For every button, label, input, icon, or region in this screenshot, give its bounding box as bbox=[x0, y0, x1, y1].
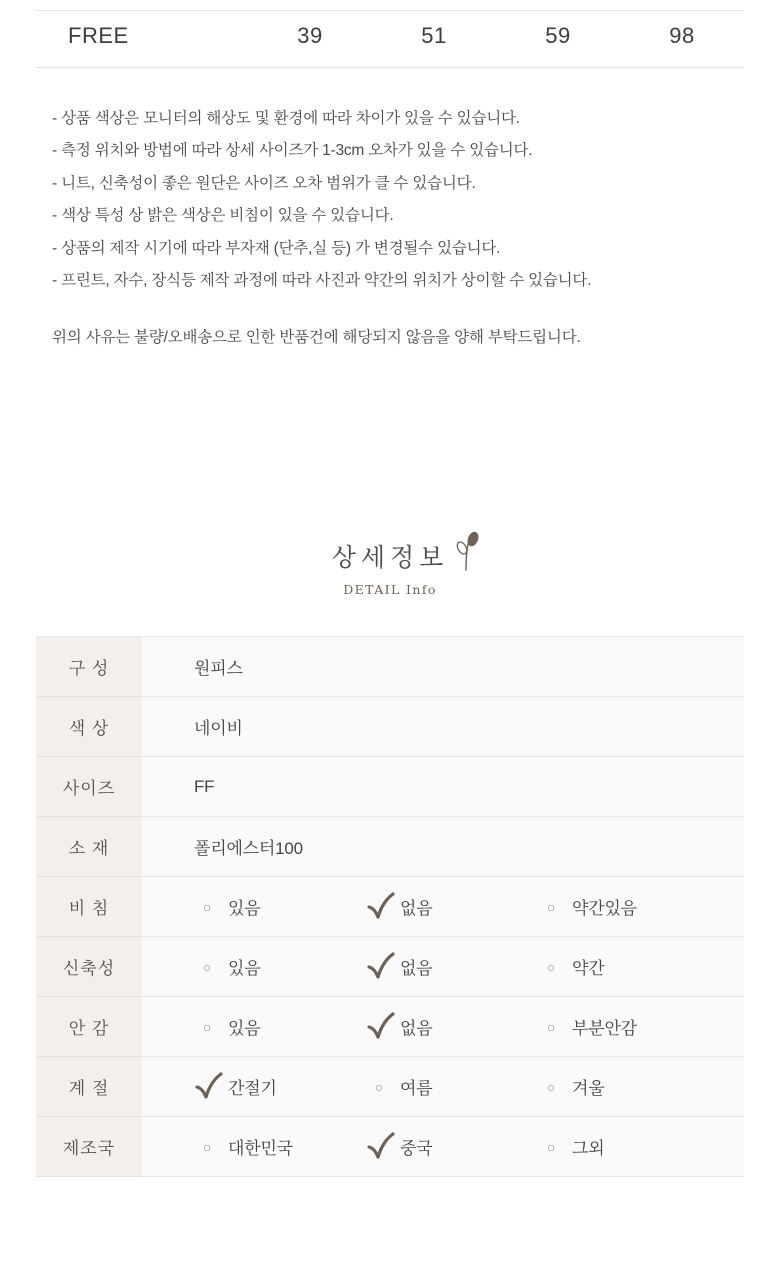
spec-option-group bbox=[194, 1134, 743, 1159]
spec-option[interactable] bbox=[194, 954, 366, 979]
check-icon bbox=[364, 1131, 396, 1163]
spec-row-value bbox=[142, 997, 744, 1057]
check-icon bbox=[364, 891, 396, 923]
spec-option-label: 약간있음 bbox=[572, 899, 637, 918]
size-cell-2: 51 bbox=[372, 11, 496, 68]
spec-option[interactable] bbox=[194, 1074, 366, 1099]
option-circle-icon: ○ bbox=[202, 1018, 212, 1035]
spec-row bbox=[36, 697, 744, 757]
spec-option[interactable] bbox=[538, 894, 710, 919]
size-cell-4: 98 bbox=[620, 11, 744, 68]
check-icon bbox=[364, 951, 396, 983]
notice-line: - 상품 색상은 모니터의 해상도 및 환경에 따라 차이가 있을 수 있습니다. bbox=[52, 110, 520, 127]
notice-line: - 상품의 제작 시기에 따라 부자재 (단추,실 등) 가 변경될수 있습니다. bbox=[52, 239, 501, 257]
spec-row-label: 색 상 bbox=[36, 697, 142, 757]
spec-row-label: 사이즈 bbox=[36, 757, 142, 817]
spec-option[interactable] bbox=[366, 894, 538, 919]
notice-line: - 측정 위치와 방법에 따라 상세 사이즈가 1-3cm 오차가 있을 수 있습니다. bbox=[52, 142, 533, 160]
spec-option[interactable] bbox=[538, 954, 710, 979]
spec-row-value: 네이비 bbox=[142, 697, 744, 757]
spec-row-label: 계 절 bbox=[36, 1057, 142, 1117]
spec-row-value bbox=[142, 1117, 744, 1177]
spec-option-label: 있음 bbox=[228, 899, 261, 918]
option-circle-icon: ○ bbox=[546, 1018, 556, 1035]
option-circle-icon: ○ bbox=[546, 958, 556, 975]
notice-line: - 색상 특성 상 밝은 색상은 비침이 있을 수 있습니다. bbox=[52, 207, 394, 225]
spec-option[interactable] bbox=[538, 1134, 710, 1159]
spec-table bbox=[36, 636, 744, 1177]
spec-option-group bbox=[194, 1074, 743, 1099]
spec-row-value: 폴리에스터100 bbox=[142, 817, 744, 877]
spec-option-label: 여름 bbox=[400, 1079, 433, 1098]
spec-option[interactable] bbox=[538, 1074, 710, 1099]
spec-option-label: 중국 bbox=[400, 1139, 433, 1158]
spec-row-label: 제조국 bbox=[36, 1117, 142, 1177]
spec-row-label: 비 침 bbox=[36, 877, 142, 937]
check-icon bbox=[364, 1011, 396, 1043]
spec-row bbox=[36, 937, 744, 997]
spec-option[interactable] bbox=[366, 1134, 538, 1159]
spec-option-label: 약간 bbox=[572, 959, 605, 978]
spec-option-label: 있음 bbox=[228, 959, 261, 978]
spec-option-label: 부분안감 bbox=[572, 1019, 637, 1038]
spec-option-group bbox=[194, 954, 743, 979]
spec-option[interactable] bbox=[366, 1014, 538, 1039]
option-circle-icon: ○ bbox=[202, 898, 212, 915]
spec-row-label: 안 감 bbox=[36, 997, 142, 1057]
spec-option-label: 있음 bbox=[228, 1019, 261, 1038]
spec-row-value bbox=[142, 1057, 744, 1117]
detail-info-title-kr bbox=[332, 538, 449, 574]
spec-option-label: 없음 bbox=[400, 959, 433, 978]
notice-line: - 프린트, 자수, 장식등 제작 과정에 따라 사진과 약간의 위치가 상이할 수 있습니다. bbox=[52, 272, 592, 290]
spec-row-value bbox=[142, 937, 744, 997]
option-circle-icon: ○ bbox=[202, 1138, 212, 1155]
notice-block bbox=[52, 108, 742, 359]
spec-row bbox=[36, 1117, 744, 1177]
spec-row bbox=[36, 817, 744, 877]
spec-row bbox=[36, 637, 744, 697]
spec-row bbox=[36, 997, 744, 1057]
option-circle-icon: ○ bbox=[546, 1138, 556, 1155]
spec-option-label: 없음 bbox=[400, 1019, 433, 1038]
spec-option[interactable] bbox=[194, 1134, 366, 1159]
spec-row-value: FF bbox=[142, 757, 744, 817]
size-cell-free: FREE bbox=[36, 11, 248, 68]
check-icon bbox=[192, 1071, 224, 1103]
spec-row-label: 소 재 bbox=[36, 817, 142, 877]
notice-line: - 니트, 신축성이 좋은 원단은 사이즈 오차 범위가 클 수 있습니다. bbox=[52, 174, 476, 192]
spec-option-label: 그외 bbox=[572, 1139, 605, 1158]
spec-row-value bbox=[142, 877, 744, 937]
spec-row bbox=[36, 877, 744, 937]
spec-option-label: 대한민국 bbox=[228, 1139, 293, 1158]
spec-row-value: 원피스 bbox=[142, 637, 744, 697]
table-row bbox=[36, 11, 744, 68]
size-table bbox=[36, 10, 744, 68]
spec-row-label: 신축성 bbox=[36, 937, 142, 997]
detail-info-heading bbox=[0, 538, 780, 597]
leaf-icon bbox=[446, 530, 480, 572]
option-circle-icon: ○ bbox=[546, 898, 556, 915]
size-cell-3: 59 bbox=[496, 11, 620, 68]
spec-row-label: 구 성 bbox=[36, 637, 142, 697]
detail-info-title-kr-text: 상세정보 bbox=[331, 543, 449, 572]
spec-option[interactable] bbox=[366, 954, 538, 979]
spec-option[interactable] bbox=[194, 894, 366, 919]
spec-option[interactable] bbox=[538, 1014, 710, 1039]
spec-option[interactable] bbox=[194, 1014, 366, 1039]
option-circle-icon: ○ bbox=[202, 958, 212, 975]
spec-option-label: 없음 bbox=[400, 899, 433, 918]
spec-option-group bbox=[194, 894, 743, 919]
option-circle-icon: ○ bbox=[546, 1078, 556, 1095]
spec-option-group bbox=[194, 1014, 743, 1039]
spec-row bbox=[36, 1057, 744, 1117]
spec-option[interactable] bbox=[366, 1074, 538, 1099]
notice-footer: 위의 사유는 불량/오배송으로 인한 반품건에 해당되지 않음을 양해 부탁드립니다. bbox=[52, 328, 581, 346]
spec-option-label: 겨울 bbox=[572, 1079, 605, 1098]
spec-option-label: 간절기 bbox=[228, 1079, 277, 1098]
detail-info-title-en: DETAIL Info bbox=[343, 582, 437, 597]
spec-row bbox=[36, 757, 744, 817]
option-circle-icon: ○ bbox=[374, 1078, 384, 1095]
size-cell-1: 39 bbox=[248, 11, 372, 68]
